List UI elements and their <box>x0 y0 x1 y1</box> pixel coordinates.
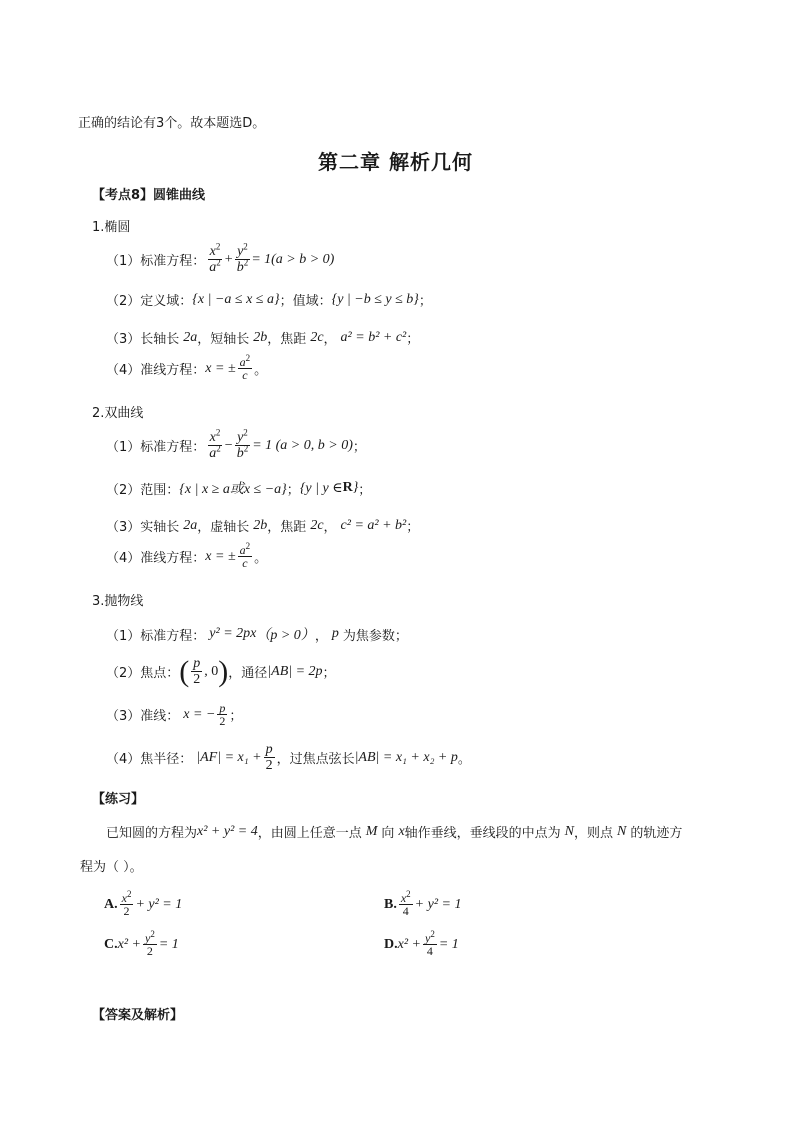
hyperbola-range-end: ； <box>358 482 372 498</box>
parabola-directrix-end: ； <box>229 709 243 724</box>
hyperbola-directrix-frac: $\frac{a^2}{c}$ <box>239 541 251 570</box>
parabola-condition: （p > 0） <box>256 628 315 643</box>
option-b-tail: + y² = 1 <box>414 896 462 912</box>
option-d-key: D. <box>384 936 398 952</box>
option-c-frac: $\frac{y^2}{2}$ <box>144 929 155 958</box>
option-d <box>384 929 459 958</box>
hyperbola-range-sep: ； <box>286 482 300 498</box>
hyperbola-imag-value: 2b <box>253 517 268 533</box>
ellipse-focal-label: ，焦距 <box>267 332 307 347</box>
hyperbola-range <box>106 478 371 498</box>
parabola-focus-frac: $\frac{p}{2}$ <box>193 656 201 687</box>
hyperbola-directrix-lhs: x = ± <box>205 548 236 564</box>
parabola-heading: 3.抛物线 <box>92 594 144 609</box>
ellipse-domain-label: （2）定义域： <box>106 294 193 309</box>
parabola-focal-radius <box>106 742 471 773</box>
ellipse-heading: 1.椭圆 <box>92 220 131 235</box>
ellipse-axes-end: ； <box>406 332 420 347</box>
option-b-frac: $\frac{x^2}{4}$ <box>400 889 411 918</box>
ellipse-directrix-label: （4）准线方程： <box>106 363 206 378</box>
option-b-key: B. <box>384 896 397 912</box>
parabola-directrix <box>106 702 242 727</box>
option-c-key: C. <box>104 936 118 952</box>
hyperbola-frac-y: $\frac{y^2}{b^2}$ <box>236 427 249 461</box>
hyperbola-axes-end: ； <box>406 520 420 535</box>
hyperbola-directrix <box>106 541 268 570</box>
question-text-a: 已知圆的方程为 <box>106 826 198 841</box>
hyperbola-range-close: } <box>352 480 359 495</box>
option-c-head: x² + <box>117 936 141 952</box>
option-d-frac: $\frac{y^2}{4}$ <box>424 929 435 958</box>
parabola-p: p <box>331 626 339 641</box>
ellipse-range-set: {y | −b ≤ y ≤ b} <box>331 291 419 307</box>
ellipse-directrix-frac: $\frac{a^2}{c}$ <box>239 353 251 382</box>
ellipse-range-end: ； <box>418 294 432 309</box>
ellipse-directrix-lhs: x = ± <box>205 360 236 376</box>
section-label: 【考点8】圆锥曲线 <box>92 188 206 203</box>
parabola-param-note: 为焦参数； <box>342 628 408 644</box>
question-point-n: N <box>564 823 575 839</box>
option-a-key: A. <box>104 896 118 912</box>
ellipse-eq-label: （1）标准方程： <box>106 254 206 269</box>
parabola-chord-value: |AB| = x₁ + x₂ + p <box>354 749 458 765</box>
parabola-radius-frac: $\frac{p}{2}$ <box>265 742 273 773</box>
question-text-c: 向 <box>381 826 395 841</box>
ellipse-major-value: 2a <box>183 329 198 345</box>
parabola-focus-label: （2）焦点： <box>106 666 180 681</box>
ellipse-domain-range <box>106 290 432 309</box>
ellipse-comma: ， <box>323 332 337 347</box>
ellipse-axes <box>106 328 419 347</box>
hyperbola-focal-label: ，焦距 <box>267 520 307 535</box>
parabola-radius-lhs: |AF| = x₁ + <box>196 749 262 765</box>
ellipse-eq-condition: 1(a > b > 0) <box>264 251 335 267</box>
hyperbola-relation: c² = a² + b² <box>340 517 407 533</box>
question-point-m: M <box>365 823 378 839</box>
hyperbola-directrix-end: 。 <box>254 551 268 566</box>
ellipse-domain-set: {x | −a ≤ x ≤ a} <box>192 291 280 307</box>
intro-text: 正确的结论有3个。故本题选D。 <box>78 116 266 131</box>
option-a <box>104 889 183 918</box>
practice-label: 【练习】 <box>92 792 145 807</box>
hyperbola-eq-label: （1）标准方程： <box>106 440 206 455</box>
ellipse-major-label: （3）长轴长 <box>106 332 180 347</box>
question-line-2: 程为（ ）。 <box>80 860 143 875</box>
hyperbola-eq-end: ； <box>352 440 366 455</box>
hyperbola-heading: 2.双曲线 <box>92 406 144 421</box>
ellipse-standard-equation: （1）标准方程： $\frac{x^2}{a^2}$ + $\frac{y^2}{b^2}$ = 1(a > b > 0) <box>106 241 335 275</box>
option-c <box>104 929 179 958</box>
parabola-latus-label: ，通径 <box>228 666 268 681</box>
parabola-focus: （2）焦点： ( $\frac{p}{2}$ , 0 ) ，通径 |AB| = 2p ； <box>106 654 336 688</box>
parabola-directrix-frac: $\frac{p}{2}$ <box>219 701 226 728</box>
hyperbola-real-value: 2a <box>183 517 198 533</box>
question-text-d: 轴作垂线，垂线段的中点为 <box>404 826 561 841</box>
hyperbola-range-set: {y | y ∈ <box>299 480 343 496</box>
ellipse-frac-x: $\frac{x^2}{a^2}$ <box>209 241 221 275</box>
hyperbola-directrix-label: （4）准线方程： <box>106 551 206 566</box>
chapter-title: 第二章 解析几何 <box>318 150 473 174</box>
hyperbola-axes <box>106 516 419 535</box>
ellipse-frac-y: $\frac{y^2}{b^2}$ <box>236 241 249 275</box>
ellipse-minor-label: ，短轴长 <box>197 332 250 347</box>
parabola-focus-end: ； <box>322 666 336 681</box>
parabola-comma: ， <box>314 628 328 644</box>
question-circle-equation: x² + y² = 4 <box>197 823 258 839</box>
option-c-tail: = 1 <box>158 936 179 952</box>
parabola-equation: y² = 2px <box>209 626 257 641</box>
question-x-axis: x <box>398 823 405 839</box>
option-b <box>384 889 462 918</box>
hyperbola-standard-equation: （1）标准方程： $\frac{x^2}{a^2}$ − $\frac{y^2}{b^2}$ = 1 (a > 0, b > 0) ； <box>106 427 366 461</box>
ellipse-minor-value: 2b <box>253 329 268 345</box>
question-text-e: ，则点 <box>574 826 614 841</box>
option-d-tail: = 1 <box>438 936 459 952</box>
hyperbola-domain-set: {x | x ≥ a或x ≤ −a} <box>179 482 287 497</box>
question-line-1 <box>106 822 682 841</box>
question-text-b: ，由圆上任意一点 <box>257 826 362 841</box>
ellipse-directrix-end: 。 <box>254 363 268 378</box>
hyperbola-eq-condition: = 1 (a > 0, b > 0) <box>252 437 353 453</box>
parabola-directrix-label: （3）准线： <box>106 709 180 724</box>
parabola-eq-label: （1）标准方程： <box>106 628 206 644</box>
option-a-tail: + y² = 1 <box>135 896 183 912</box>
ellipse-focal-value: 2c <box>310 329 324 345</box>
hyperbola-focal-value: 2c <box>310 517 324 533</box>
ellipse-directrix <box>106 353 268 382</box>
ellipse-relation: a² = b² + c² <box>340 329 407 345</box>
hyperbola-real-numbers: R <box>342 480 353 495</box>
parabola-radius-label: （4）焦半径： <box>106 752 193 767</box>
parabola-latus-value: |AB| = 2p <box>267 663 323 679</box>
parabola-standard-equation <box>106 624 408 644</box>
hyperbola-range-label: （2）范围： <box>106 482 180 498</box>
answer-label: 【答案及解析】 <box>92 1008 184 1023</box>
question-text-f: 的轨迹方 <box>630 826 683 841</box>
hyperbola-comma: ， <box>323 520 337 535</box>
parabola-radius-end: 。 <box>457 752 471 767</box>
hyperbola-frac-x: $\frac{x^2}{a^2}$ <box>209 427 221 461</box>
ellipse-range-label: ；值域： <box>279 294 332 309</box>
option-a-frac: $\frac{x^2}{2}$ <box>121 889 132 918</box>
option-d-head: x² + <box>397 936 421 952</box>
parabola-directrix-lhs: x = − <box>183 706 216 722</box>
parabola-chord-label: ，过焦点弦长 <box>276 752 355 767</box>
hyperbola-real-label: （3）实轴长 <box>106 520 180 535</box>
question-point-n-2: N <box>617 823 627 839</box>
hyperbola-imag-label: ，虚轴长 <box>197 520 250 535</box>
